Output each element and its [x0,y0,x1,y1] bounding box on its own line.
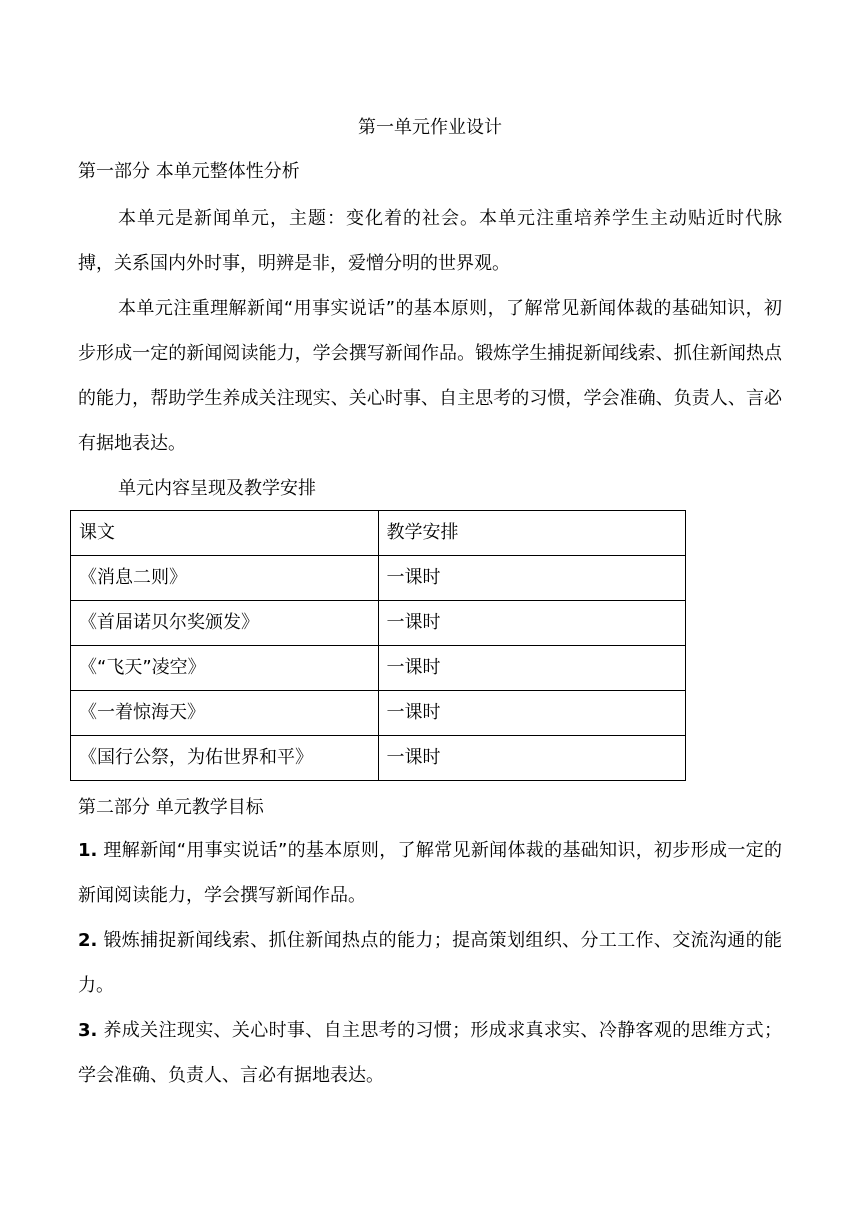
goal-item-1 [78,828,782,918]
goal-text: 锻炼捕捉新闻线索、抓住新闻热点的能力；提高策划组织、分工工作、交流沟通的能力。 [78,930,782,996]
table-cell-lesson: 《首届诺贝尔奖颁发》 [71,601,379,646]
table-cell-schedule: 一课时 [378,691,686,736]
goal-number: 1. [78,840,98,861]
goal-item-2 [78,918,782,1008]
lesson-schedule-table [70,510,686,781]
table-row [71,736,686,781]
table-cell-schedule: 一课时 [378,556,686,601]
goal-text: 养成关注现实、关心时事、自主思考的习惯；形成求真求实、冷静客观的思维方式；学会准确、负责人、言必有据地表达。 [78,1020,782,1086]
goal-number: 2. [78,930,98,951]
goal-number: 3. [78,1020,98,1041]
table-header-row [71,511,686,556]
table-cell-schedule: 一课时 [378,601,686,646]
table-header-schedule: 教学安排 [378,511,686,556]
table-cell-lesson: 《消息二则》 [71,556,379,601]
table-cell-lesson: 《一着惊海天》 [71,691,379,736]
goal-text: 理解新闻“用事实说话”的基本原则，了解常见新闻体裁的基础知识，初步形成一定的新闻阅读能力，学会撰写新闻作品。 [78,840,782,906]
table-cell-schedule: 一课时 [378,646,686,691]
part1-paragraph-1: 本单元是新闻单元，主题：变化着的社会。本单元注重培养学生主动贴近时代脉搏，关系国内外时事，明辨是非，爱憎分明的世界观。 [78,208,782,274]
table-cell-lesson: 《“飞天”凌空》 [71,646,379,691]
table-row [71,691,686,736]
table-row [71,601,686,646]
table-header-lesson: 课文 [71,511,379,556]
table-row [71,646,686,691]
part1-paragraph-2: 本单元注重理解新闻“用事实说话”的基本原则，了解常见新闻体裁的基础知识，初步形成一定的新闻阅读能力，学会撰写新闻作品。锻炼学生捕捉新闻线索、抓住新闻热点的能力，帮助学生养成关注现实、关心时事、自主思考的习惯，学会准确、负责人、言必有据地表达。 [78,298,782,454]
part2-heading: 第二部分 单元教学目标 [78,797,264,818]
goal-item-3 [78,1008,782,1098]
table-cell-lesson: 《国行公祭，为佑世界和平》 [71,736,379,781]
document-title: 第一单元作业设计 [358,117,502,138]
table-caption: 单元内容呈现及教学安排 [118,478,316,499]
part1-heading: 第一部分 本单元整体性分析 [78,161,300,182]
table-cell-schedule: 一课时 [378,736,686,781]
table-row [71,556,686,601]
